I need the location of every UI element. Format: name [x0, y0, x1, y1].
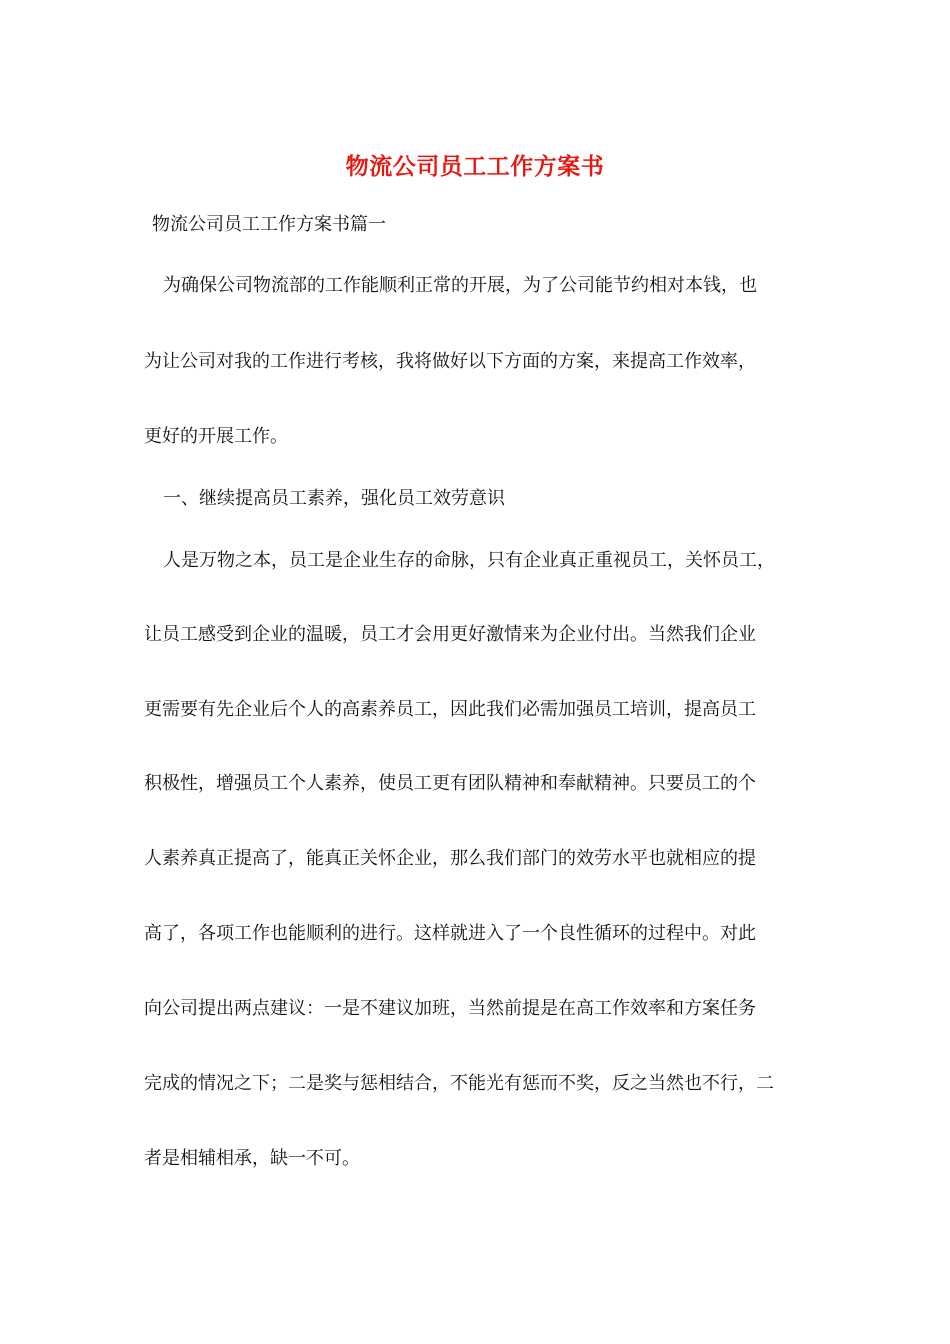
section-heading: 一、继续提高员工素养，强化员工效劳意识 — [163, 488, 505, 509]
paragraph-line: 者是相辅相承，缺一不可。 — [144, 1148, 360, 1169]
paragraph-line: 完成的情况之下；二是奖与惩相结合，不能光有惩而不奖，反之当然也不行，二 — [144, 1073, 774, 1094]
paragraph-line: 让员工感受到企业的温暖，员工才会用更好激情来为企业付出。当然我们企业 — [144, 624, 756, 645]
section-heading: 物流公司员工工作方案书篇一 — [152, 214, 386, 235]
paragraph-line: 积极性，增强员工个人素养，使员工更有团队精神和奉献精神。只要员工的个 — [144, 773, 756, 794]
paragraph-line: 高了，各项工作也能顺利的进行。这样就进入了一个良性循环的过程中。对此 — [144, 923, 756, 944]
paragraph-line: 人是万物之本，员工是企业生存的命脉，只有企业真正重视员工，关怀员工， — [163, 550, 775, 571]
paragraph-line: 更需要有先企业后个人的高素养员工，因此我们必需加强员工培训，提高员工 — [144, 699, 756, 720]
paragraph-line: 人素养真正提高了，能真正关怀企业，那么我们部门的效劳水平也就相应的提 — [144, 848, 756, 869]
paragraph-line: 为确保公司物流部的工作能顺利正常的开展，为了公司能节约相对本钱，也 — [163, 275, 757, 296]
paragraph-line: 为让公司对我的工作进行考核，我将做好以下方面的方案，来提高工作效率， — [144, 351, 756, 372]
document-title: 物流公司员工工作方案书 — [345, 153, 605, 180]
paragraph-line: 向公司提出两点建议：一是不建议加班，当然前提是在高工作效率和方案任务 — [144, 998, 756, 1019]
paragraph-line: 更好的开展工作。 — [144, 426, 288, 447]
